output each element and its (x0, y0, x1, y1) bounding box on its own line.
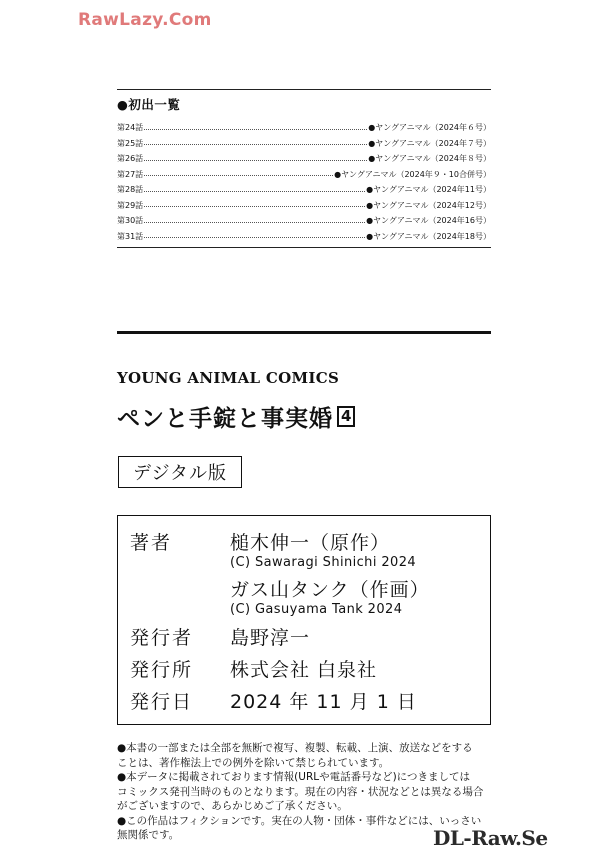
edition-badge: デジタル版 (118, 456, 242, 488)
publisher-label: 発行所 (130, 659, 194, 681)
publication-row (117, 229, 491, 245)
publication-row (117, 120, 491, 136)
dot-leader (144, 205, 365, 207)
top-divider (117, 89, 491, 90)
publisher-name: 株式会社 白泉社 (230, 659, 378, 681)
note-line: ●本書の一部または全部を無断で複写、複製、転載、上演、放送などをする (117, 742, 473, 754)
dot-leader (144, 236, 365, 238)
note-line: ●本データに掲載されております情報(URLや電話番号など)につきましては (117, 771, 470, 783)
episode-label: 第30話 (117, 216, 144, 226)
dot-leader (144, 143, 367, 145)
publisher-person: 島野淳一 (230, 627, 311, 649)
colophon-box (117, 515, 491, 725)
section-divider (117, 331, 491, 334)
dot-leader (144, 128, 367, 130)
episode-source: ●ヤングアニマル（2024年12号） (366, 200, 491, 210)
publication-row (117, 182, 491, 198)
dot-leader (144, 159, 367, 161)
note-line: コミックス発刊当時のものとなります。現在の内容・状況などとは異なる場合 (117, 785, 484, 798)
episode-label: 第29話 (117, 200, 144, 210)
publication-list-end-divider (117, 247, 491, 248)
publish-date-label: 発行日 (130, 691, 194, 713)
imprint-label: YOUNG ANIMAL COMICS (117, 369, 340, 387)
watermark-top: RawLazy.Com (78, 10, 212, 30)
episode-source: ●ヤングアニマル（2024年11号） (366, 185, 491, 195)
author-art-copyright: (C) Gasuyama Tank 2024 (230, 602, 403, 617)
episode-source: ●ヤングアニマル（2024年８号） (368, 154, 491, 164)
legal-note (117, 741, 497, 770)
publication-row (117, 198, 491, 214)
note-line: ●この作品はフィクションです。実在の人物・団体・事件などには、いっさい (117, 814, 482, 827)
watermark-bottom: DL-Raw.Se (433, 826, 548, 850)
volume-badge: 4 (337, 406, 355, 427)
publish-date: 2024 年 11 月 1 日 (230, 691, 417, 713)
publisher-person-label: 発行者 (130, 627, 194, 649)
note-line: がございますので、あらかじめご了承ください。 (117, 800, 348, 812)
dot-leader (144, 174, 333, 176)
episode-label: 第27話 (117, 169, 144, 179)
episode-label: 第28話 (117, 185, 144, 195)
note-line: 無関係です。 (117, 829, 180, 841)
publication-row (117, 151, 491, 167)
dot-leader (144, 190, 365, 192)
publication-row (117, 136, 491, 152)
episode-label: 第26話 (117, 154, 144, 164)
episode-source: ●ヤングアニマル（2024年６号） (368, 123, 491, 133)
episode-source: ●ヤングアニマル（2024年18号） (366, 231, 491, 241)
publication-row (117, 167, 491, 183)
author-original-copyright: (C) Sawaragi Shinichi 2024 (230, 555, 417, 570)
publication-list-heading: ●初出一覧 (117, 97, 181, 112)
title-text: ペンと手錠と事実婚 (117, 406, 333, 432)
episode-label: 第25話 (117, 138, 144, 148)
episode-label: 第24話 (117, 123, 144, 133)
publication-list (117, 120, 491, 244)
note-line: ことは、著作権法上での例外を除いて禁じられています。 (117, 756, 390, 769)
episode-source: ●ヤングアニマル（2024年16号） (366, 216, 491, 226)
dot-leader (144, 221, 365, 223)
episode-source: ●ヤングアニマル（2024年７号） (368, 138, 491, 148)
episode-source: ●ヤングアニマル（2024年９・10合併号） (334, 169, 491, 179)
legal-note (117, 770, 497, 814)
book-title (117, 400, 355, 433)
author-art: ガス山タンク（作画） (230, 579, 430, 601)
episode-label: 第31話 (117, 231, 144, 241)
author-original: 槌木伸一（原作） (230, 532, 391, 554)
publication-row (117, 213, 491, 229)
author-label: 著者 (130, 532, 173, 554)
